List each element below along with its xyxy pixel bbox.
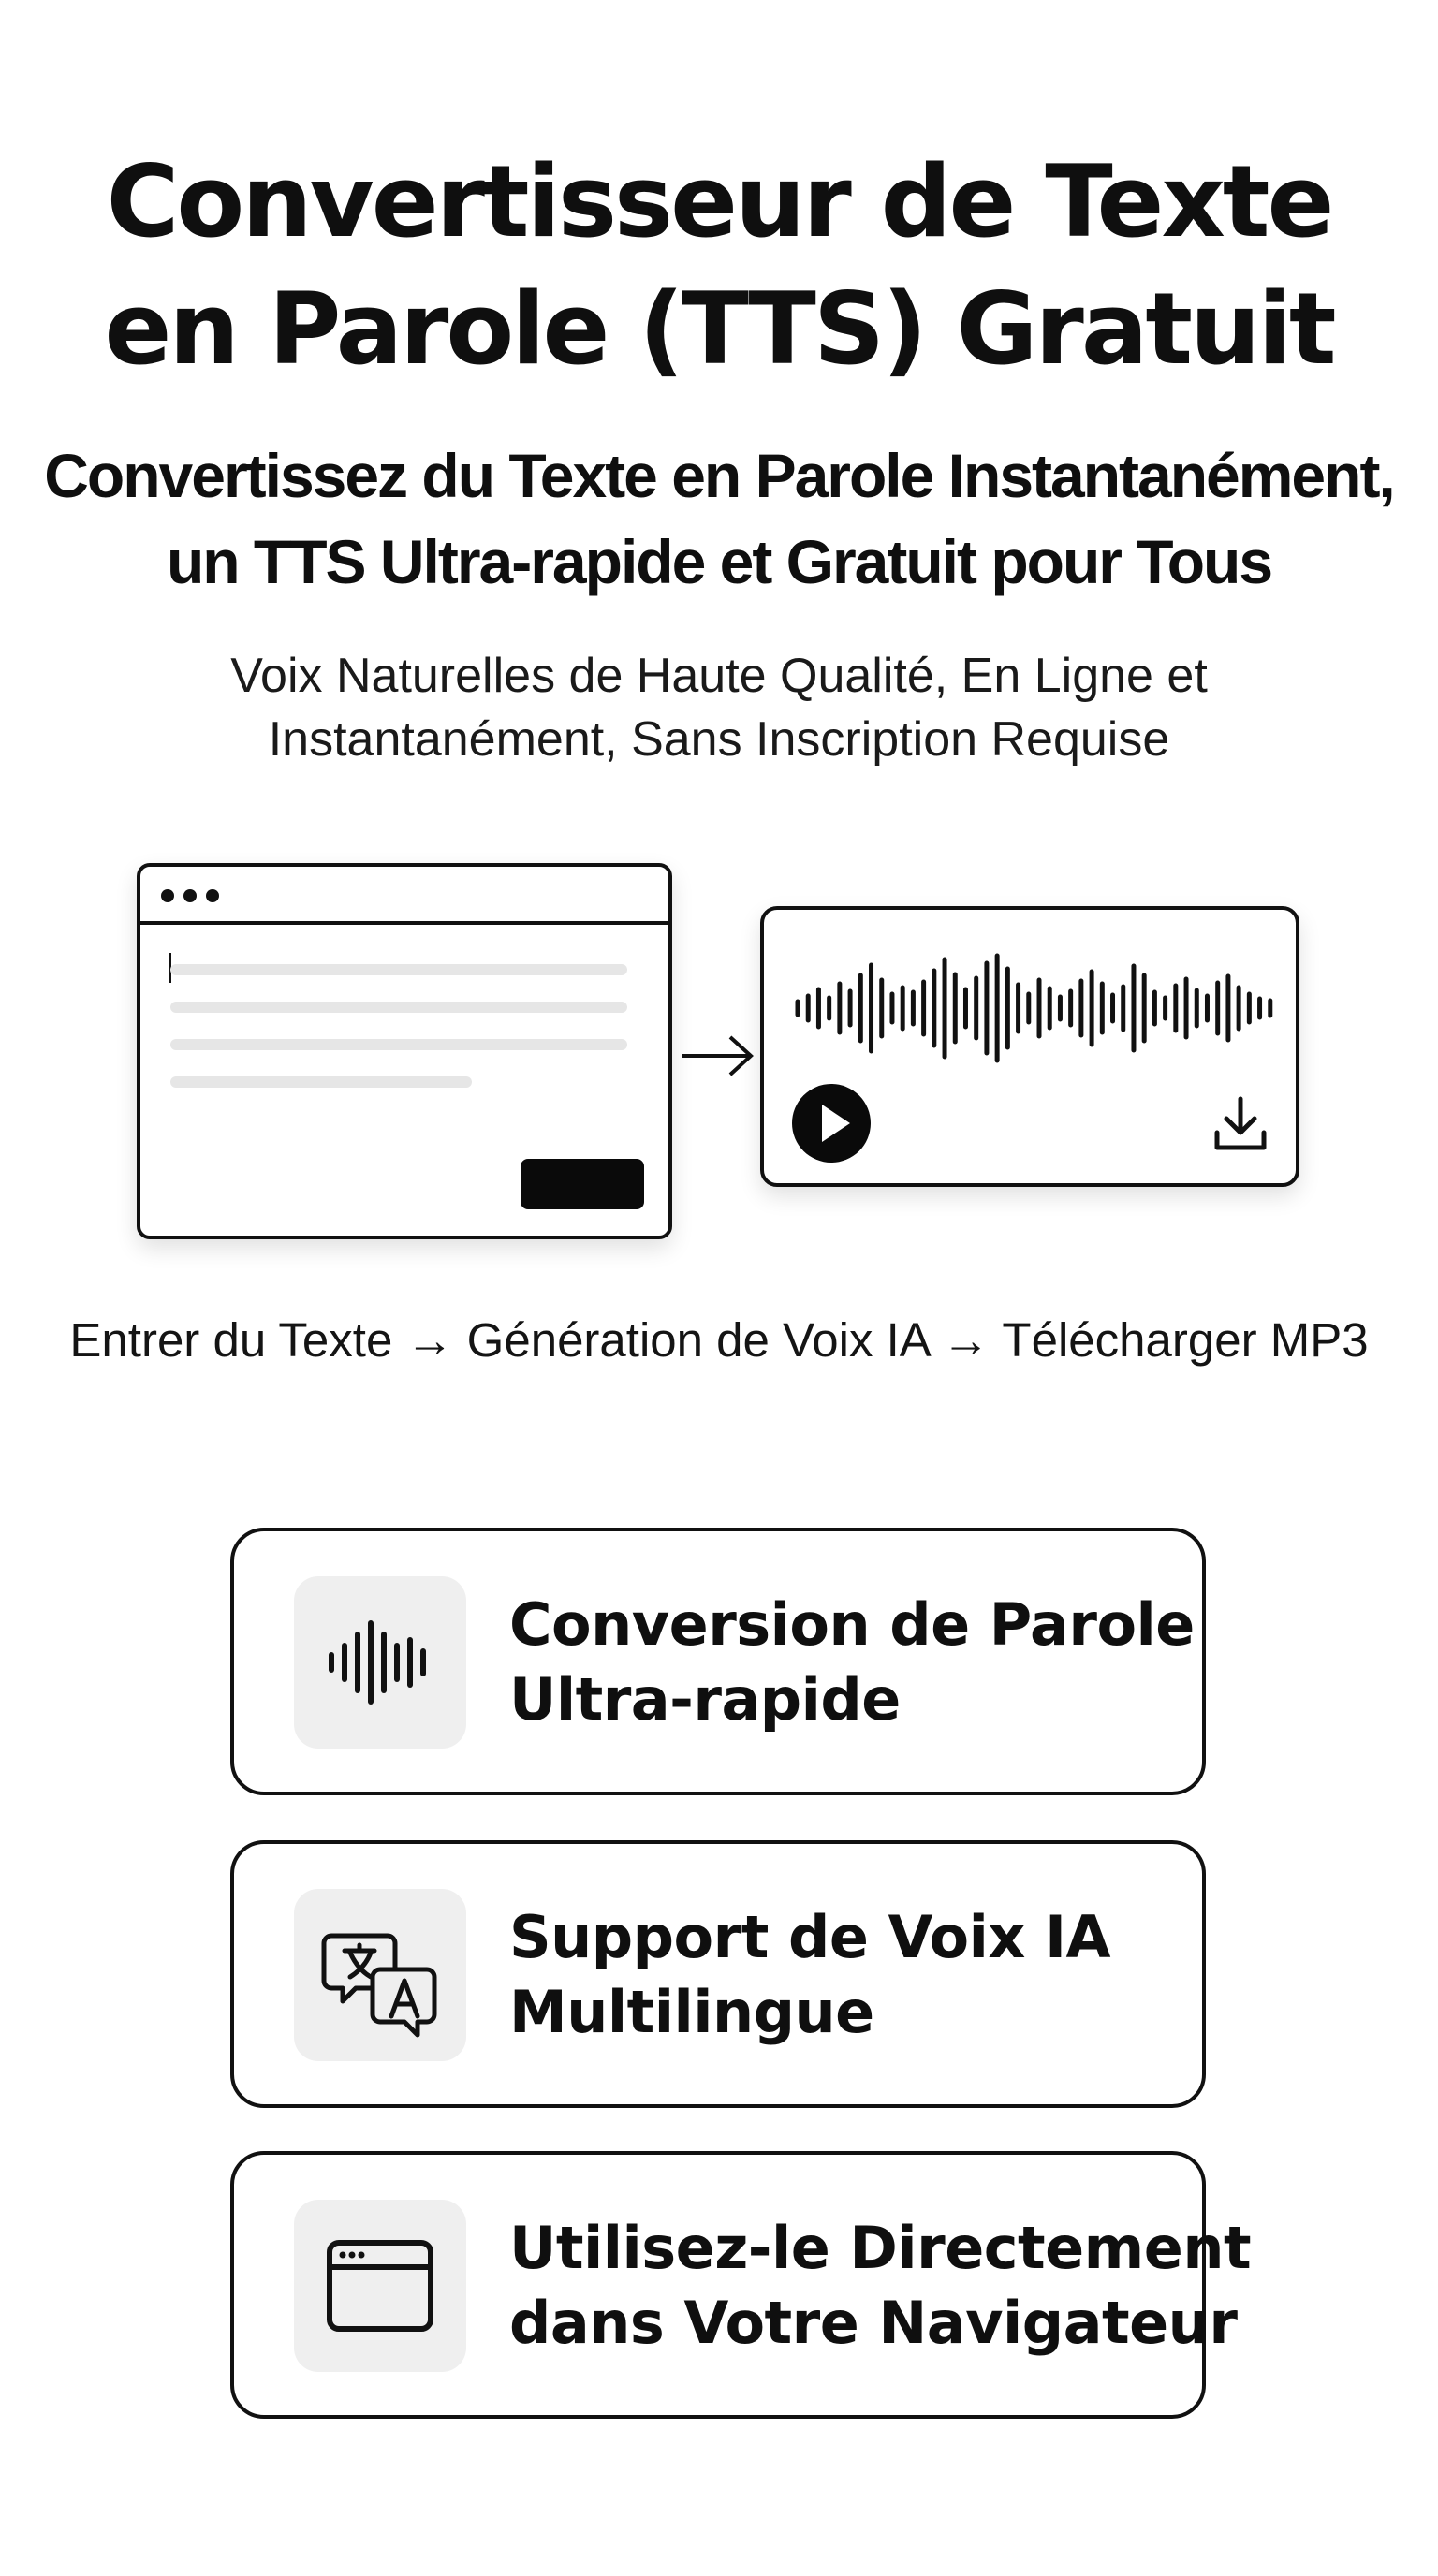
tagline — [0, 644, 1438, 771]
translate-icon — [294, 1889, 466, 2061]
title-line-1: Convertisseur de Texte — [106, 144, 1332, 259]
page-title — [0, 139, 1438, 393]
feature-label-line-2: Ultra-rapide — [509, 1665, 901, 1734]
feature-label-line-1: Conversion de Parole — [509, 1590, 1195, 1659]
window-dot-icon — [206, 889, 219, 902]
placeholder-text-line — [170, 1039, 627, 1050]
title-line-2: en Parole (TTS) Gratuit — [104, 271, 1334, 387]
feature-label-line-1: Support de Voix IA — [509, 1903, 1111, 1971]
feature-label-line-2: dans Votre Navigateur — [509, 2289, 1238, 2357]
subtitle-line-1: Convertissez du Texte en Parole Instantanément, — [44, 441, 1394, 510]
page-subtitle — [0, 432, 1438, 605]
arrow-right-icon — [680, 1030, 756, 1082]
waveform-icon — [294, 1576, 466, 1749]
feature-card-browser — [230, 2151, 1252, 2419]
window-dot-icon — [183, 889, 197, 902]
download-icon[interactable] — [1210, 1093, 1271, 1155]
feature-label — [509, 1588, 1202, 1737]
play-icon[interactable] — [792, 1084, 871, 1163]
audio-player-illustration — [760, 906, 1299, 1187]
placeholder-text-line — [170, 964, 627, 975]
tagline-line-2: Instantanément, Sans Inscription Requise — [268, 712, 1170, 767]
waveform-icon — [792, 947, 1275, 1069]
browser-window-icon — [294, 2200, 466, 2372]
convert-button[interactable] — [521, 1159, 644, 1209]
feature-icon-tile — [294, 1889, 466, 2061]
feature-label-line-1: Utilisez-le Directement — [509, 2214, 1252, 2282]
flow-caption: Entrer du Texte → Génération de Voix IA → Télécharger MP3 — [69, 1313, 1369, 1367]
feature-card-multilingual — [230, 1840, 1206, 2108]
feature-label — [509, 1900, 1202, 2050]
feature-icon-tile — [294, 1576, 466, 1749]
placeholder-text-line — [170, 1002, 627, 1013]
feature-label — [509, 2211, 1252, 2361]
feature-icon-tile — [294, 2200, 466, 2372]
placeholder-text-line — [170, 1076, 472, 1088]
subtitle-line-2: un TTS Ultra-rapide et Gratuit pour Tous — [166, 527, 1272, 596]
tagline-line-1: Voix Naturelles de Haute Qualité, En Ligne et — [230, 649, 1208, 703]
feature-card-fast-conversion — [230, 1528, 1206, 1795]
text-editor-illustration — [137, 863, 672, 1239]
window-dot-icon — [161, 889, 174, 902]
feature-label-line-2: Multilingue — [509, 1978, 874, 2046]
editor-title-bar — [140, 867, 668, 925]
